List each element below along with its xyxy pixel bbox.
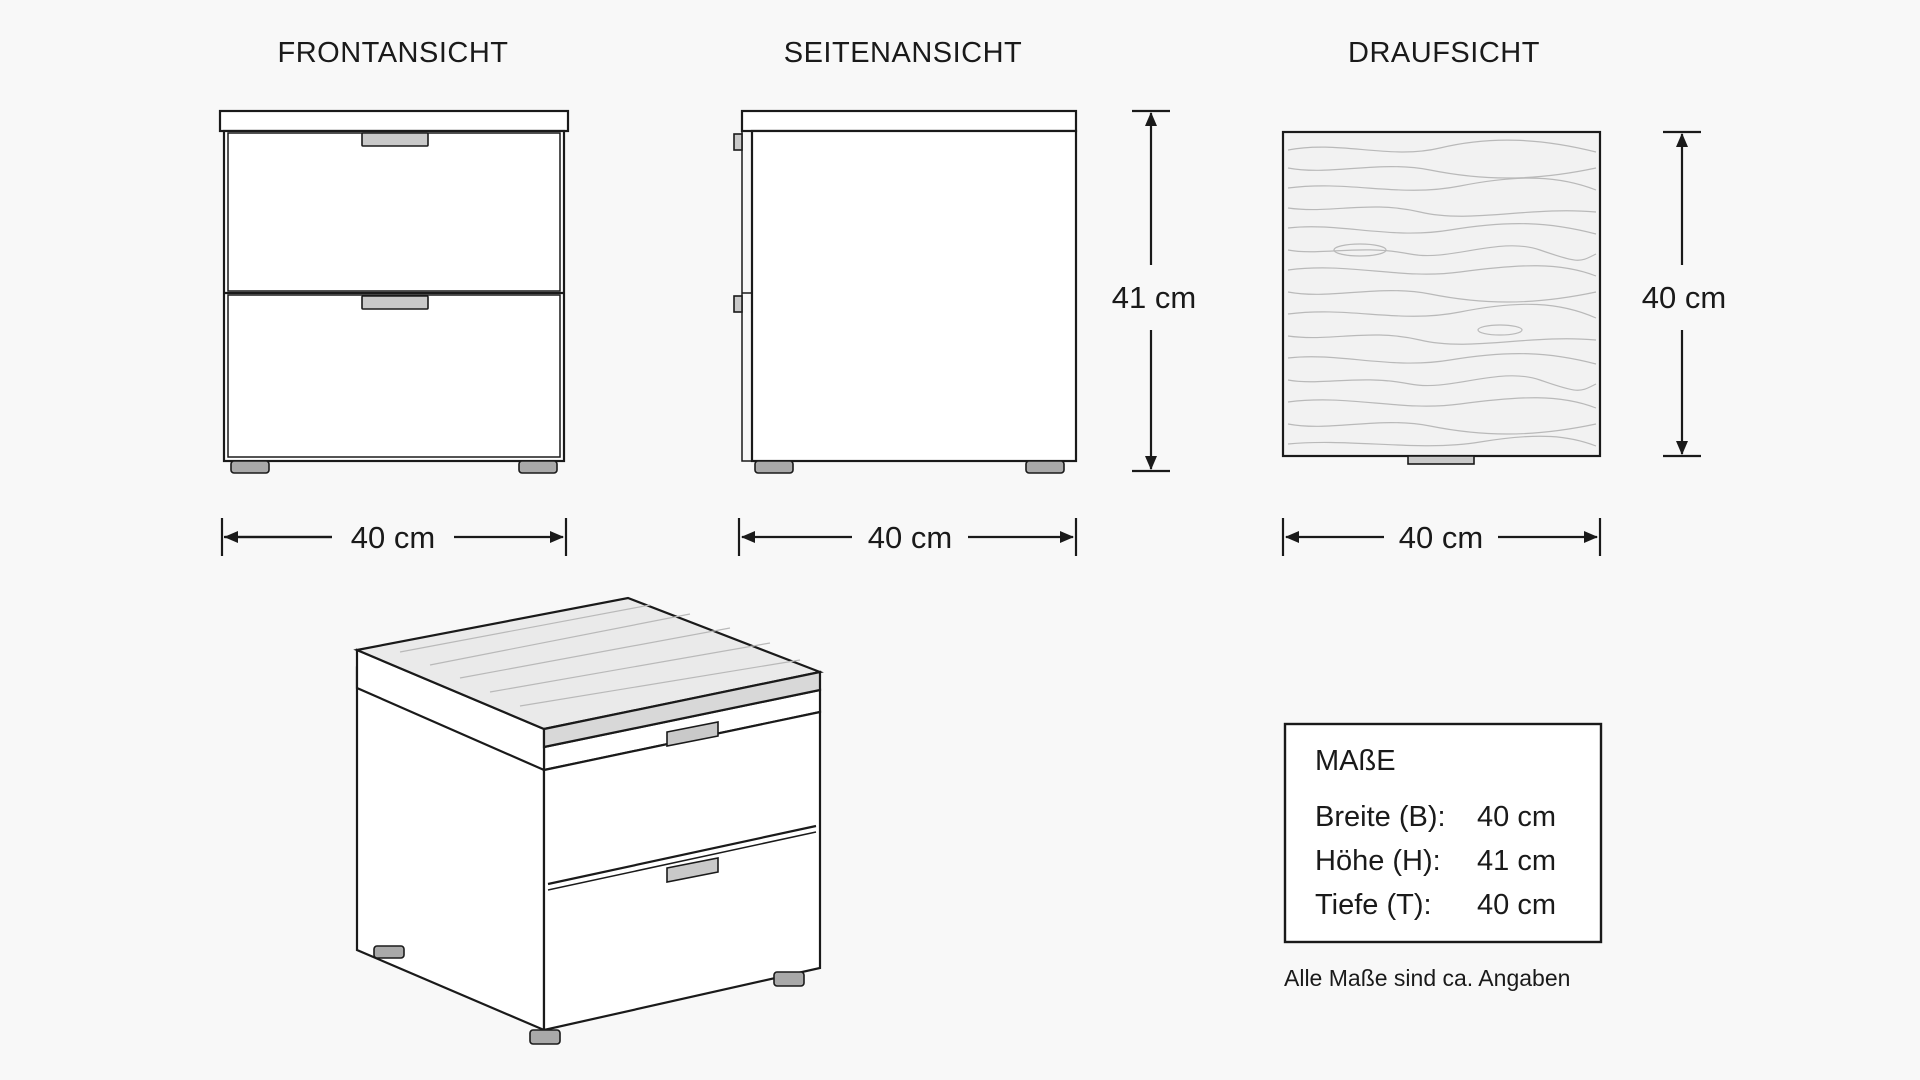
iso-foot-front-right xyxy=(774,972,804,986)
dimension-value-width: 40 cm xyxy=(1477,801,1556,833)
top-width-label: 40 cm xyxy=(1398,520,1484,555)
dimension-label-height: Höhe (H): xyxy=(1315,845,1441,877)
dimension-label-width: Breite (B): xyxy=(1315,801,1446,833)
side-width-dimension xyxy=(739,518,1076,556)
front-width-dimension xyxy=(222,518,566,556)
front-lower-handle xyxy=(362,296,428,309)
top-view-title: DRAUFSICHT xyxy=(1348,37,1540,69)
side-upper-handle xyxy=(734,134,742,150)
top-handle xyxy=(1408,456,1474,464)
dimension-value-height: 41 cm xyxy=(1477,845,1556,877)
side-lower-handle xyxy=(734,296,742,312)
front-left-foot xyxy=(231,461,269,473)
iso-foot-back-left xyxy=(374,946,404,958)
front-right-foot xyxy=(519,461,557,473)
isometric-view-drawing xyxy=(357,598,820,1044)
dimension-value-depth: 40 cm xyxy=(1477,889,1556,921)
top-depth-dimension xyxy=(1642,132,1726,456)
dimensions-heading: MAßE xyxy=(1315,745,1396,777)
approximate-note: Alle Maße sind ca. Angaben xyxy=(1284,965,1571,991)
side-width-label: 40 cm xyxy=(867,520,953,555)
side-view-title: SEITENANSICHT xyxy=(783,37,1023,69)
front-width-label: 40 cm xyxy=(350,520,436,555)
side-height-dimension xyxy=(1112,111,1196,471)
side-body xyxy=(752,131,1076,461)
top-depth-label: 40 cm xyxy=(1641,280,1727,315)
top-view-drawing xyxy=(1283,132,1600,464)
side-front-foot xyxy=(755,461,793,473)
top-width-dimension xyxy=(1283,518,1600,556)
dimensions-box xyxy=(1285,724,1601,942)
side-back-foot xyxy=(1026,461,1064,473)
front-view-title: FRONTANSICHT xyxy=(277,37,509,69)
front-top-board xyxy=(220,111,568,131)
front-view-drawing xyxy=(220,111,568,473)
side-drawer-fronts xyxy=(742,131,752,461)
dimension-label-depth: Tiefe (T): xyxy=(1315,889,1432,921)
front-upper-handle xyxy=(362,133,428,146)
iso-foot-front-left xyxy=(530,1030,560,1044)
side-top-board xyxy=(742,111,1076,131)
side-height-label: 41 cm xyxy=(1111,280,1197,315)
side-view-drawing xyxy=(734,111,1076,473)
